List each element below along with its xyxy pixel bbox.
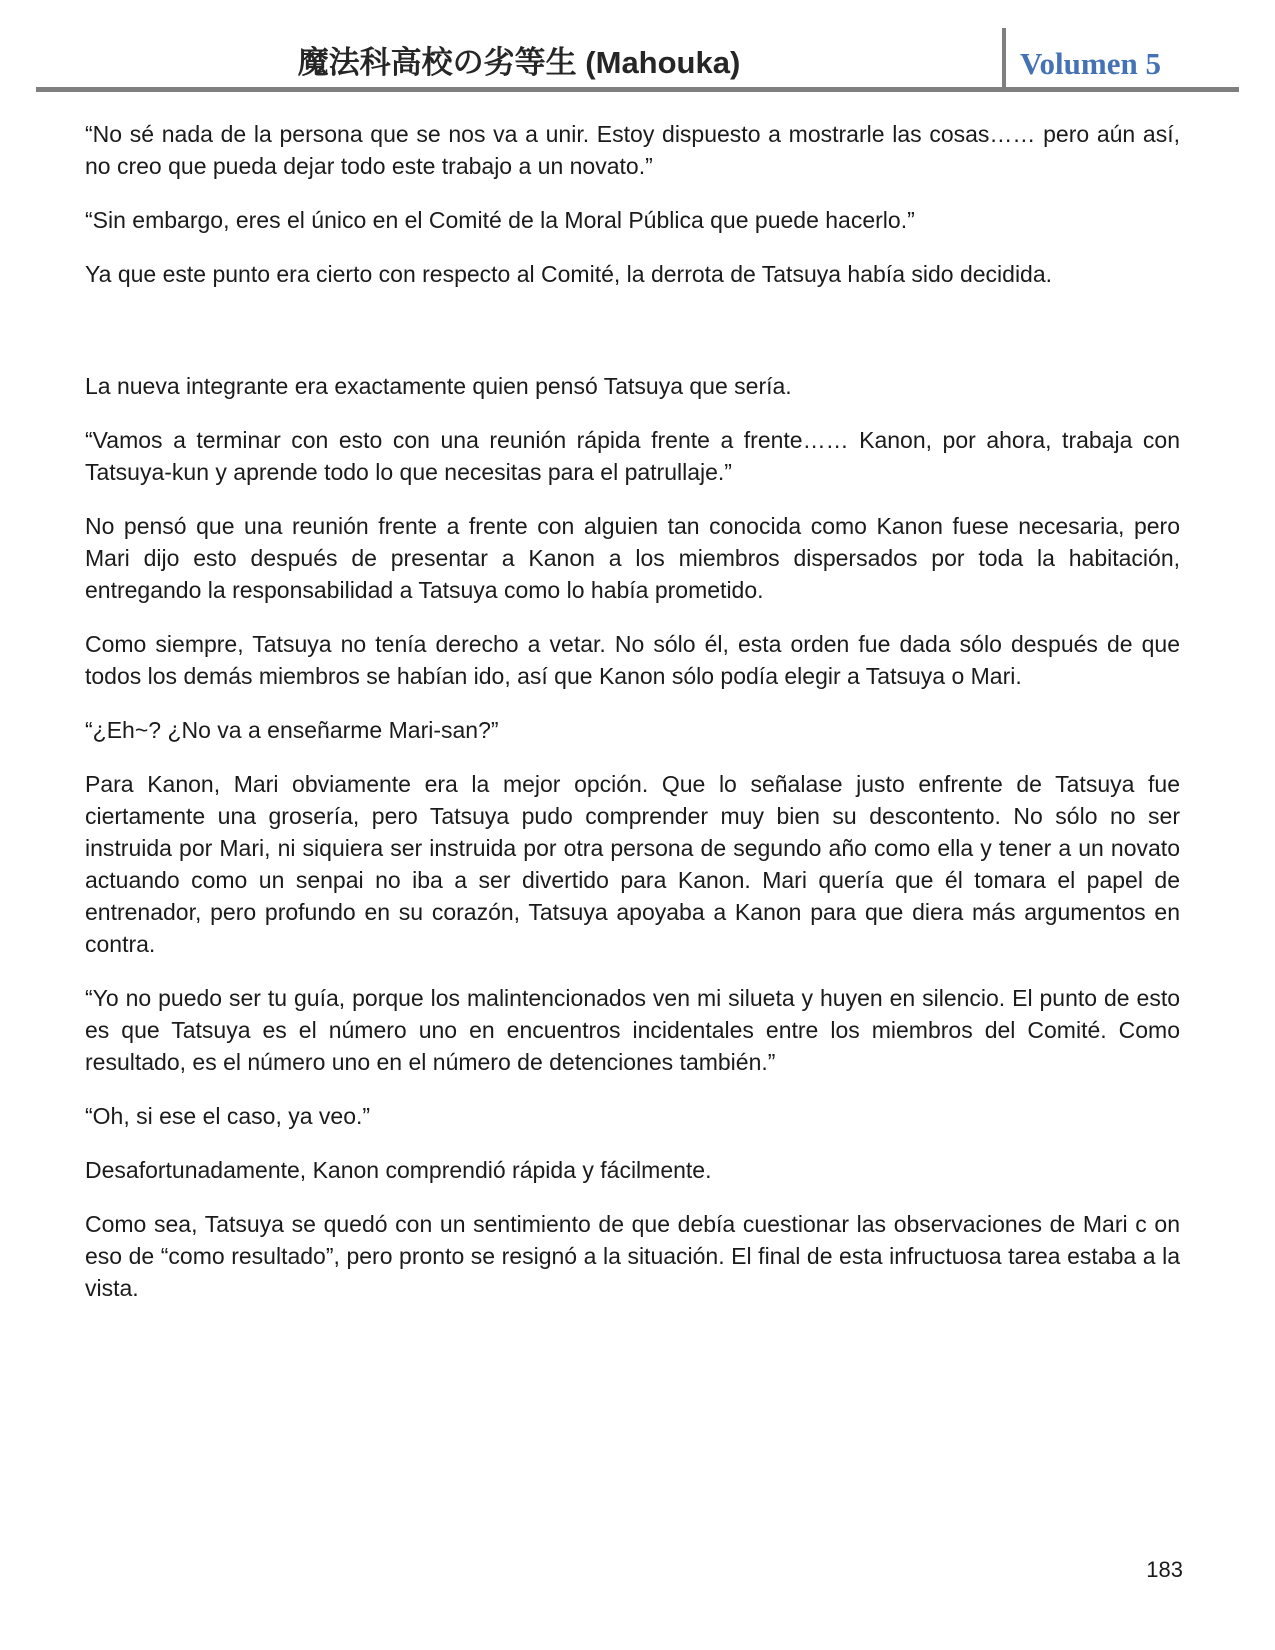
paragraph: Como sea, Tatsuya se quedó con un sentimiento de que debía cuestionar las observaciones de Mari c on eso de “como resultado”, pero pronto se resignó a la situación. El final de esta infructuosa tarea estaba a la vista. <box>85 1211 1180 1301</box>
paragraph: “Yo no puedo ser tu guía, porque los malintencionados ven mi silueta y huyen en silencio. El punto de esto es que Tatsuya es el número uno en encuentros incidentales entre los miembros del Comité. Como resultado, es el número uno en el número de detenciones también.” <box>85 985 1180 1075</box>
paragraph: “Sin embargo, eres el único en el Comité de la Moral Pública que puede hacerlo.” <box>85 207 915 233</box>
paragraph: Para Kanon, Mari obviamente era la mejor opción. Que lo señalase justo enfrente de Tatsuya fue ciertamente una grosería, pero Tatsuya pudo comprender muy bien su descontento. No sólo no ser instruida por Mari, ni siquiera ser instruida por otra persona de segundo año como ella y tener a un novato actuando como un senpai no iba a ser divertido para Kanon. Mari quería que él tomara el papel de entrenador, pero profundo en su corazón, Tatsuya apoyaba a Kanon para que diera más argumentos en contra. <box>85 771 1180 957</box>
paragraph: Desafortunadamente, Kanon comprendió rápida y fácilmente. <box>85 1157 712 1183</box>
header-volume-cell <box>1002 28 1239 87</box>
paragraph: “Oh, si ese el caso, ya veo.” <box>85 1103 371 1129</box>
page-header <box>36 0 1239 92</box>
header-title-cell <box>36 0 1002 87</box>
page-number: 183 <box>1146 1557 1183 1582</box>
paragraph: “¿Eh~? ¿No va a enseñarme Mari-san?” <box>85 717 499 743</box>
paragraph: Como siempre, Tatsuya no tenía derecho a vetar. No sólo él, esta orden fue dada sólo después de que todos los demás miembros se habían ido, así que Kanon sólo podía elegir a Tatsuya o Mari. <box>85 631 1180 689</box>
paragraph: No pensó que una reunión frente a frente con alguien tan conocida como Kanon fuese necesaria, pero Mari dijo esto después de presentar a Kanon a los miembros dispersados por toda la habitación, entregando la responsabilidad a Tatsuya como lo había prometido. <box>85 513 1180 603</box>
paragraph: “No sé nada de la persona que se nos va a unir. Estoy dispuesto a mostrarle las cosas…… pero aún así, no creo que pueda dejar todo este trabajo a un novato.” <box>85 121 1180 179</box>
paragraph: La nueva integrante era exactamente quien pensó Tatsuya que sería. <box>85 373 792 399</box>
paragraph: “Vamos a terminar con esto con una reunión rápida frente a frente…… Kanon, por ahora, trabaja con Tatsuya-kun y aprende todo lo que necesitas para el patrullaje.” <box>85 427 1180 485</box>
document-title: 魔法科高校の劣等生 (Mahouka) <box>297 45 741 80</box>
volume-label: Volumen 5 <box>1020 46 1161 81</box>
paragraph: Ya que este punto era cierto con respecto al Comité, la derrota de Tatsuya había sido decidida. <box>85 261 1053 287</box>
document-body <box>85 92 1180 1304</box>
